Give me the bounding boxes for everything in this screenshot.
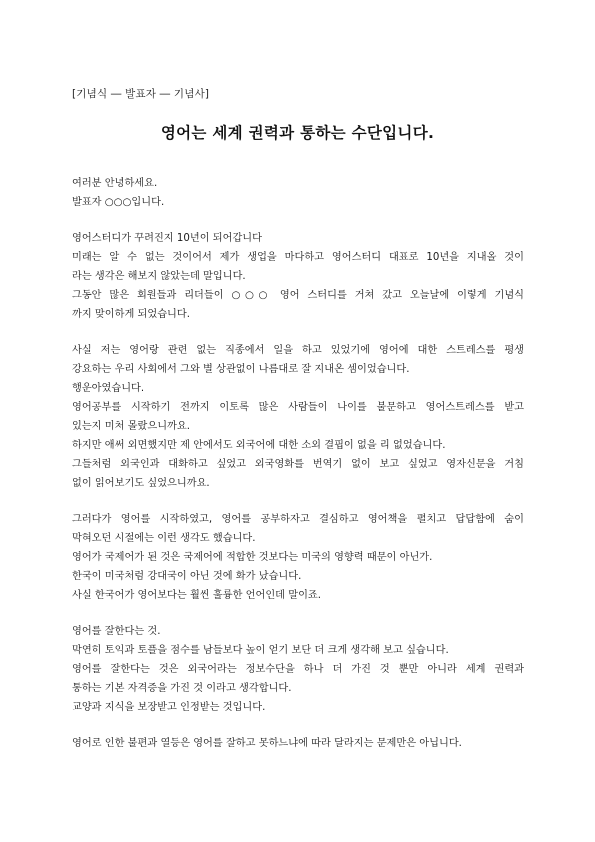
paragraph-line: 있는지 미처 몰랐으니까요. xyxy=(72,421,190,432)
paragraph-line: 발표자 ○○○입니다. xyxy=(72,197,165,208)
paragraph-line: 여러분 안녕하세요. xyxy=(72,178,158,189)
paragraph xyxy=(72,341,524,493)
paragraph-line: 없이 읽어보기도 싶었으니까요. xyxy=(72,478,210,489)
paragraph xyxy=(72,734,524,753)
paragraph-line: 사실 한국어가 영어보다는 훨씬 훌륭한 언어인데 말이죠. xyxy=(72,590,322,601)
paragraph-gap xyxy=(72,324,524,341)
paragraph-line: 하지만 애써 외면했지만 제 안에서도 외국어에 대한 소외 결핍이 없을 리 없었습니다. xyxy=(72,440,446,451)
paragraph xyxy=(72,174,524,212)
paragraph xyxy=(72,622,524,717)
paragraph-line: 통하는 기본 자격증을 가진 것 이라고 생각합니다. xyxy=(72,683,292,694)
paragraph-line: 영어를 잘한다는 것. xyxy=(72,626,161,637)
paragraph-line: 사실 저는 영어랑 관련 없는 직종에서 일을 하고 있었기에 영어에 대한 스트레스를 평생 xyxy=(72,345,524,356)
paragraph-line: 영어공부를 시작하기 전까지 이토록 많은 사람들이 나이를 불문하고 영어스트레스를 받고 xyxy=(72,402,524,413)
paragraph-line: 한국이 미국처럼 강대국이 아닌 것에 화가 났습니다. xyxy=(72,571,302,582)
paragraph-line: 영어로 인한 불편과 열등은 영어를 잘하고 못하느냐에 따라 달라지는 문제만은 아닙니다. xyxy=(72,738,462,749)
paragraph-line: 영어스터디가 꾸려진지 10년이 되어갑니다 xyxy=(72,233,262,244)
paragraph xyxy=(72,510,524,605)
paragraph-line: 영어가 국제어가 된 것은 국제어에 적합한 것보다는 미국의 영향력 때문이 아닌가. xyxy=(72,552,433,563)
paragraph-line: 행운아였습니다. xyxy=(72,383,145,394)
paragraph-line: 미래는 알 수 없는 것이어서 제가 생업을 마다하고 영어스터디 대표로 10년을 지내올 것이 xyxy=(72,252,524,263)
paragraph xyxy=(72,229,524,324)
document-header-tag: [기념식 ― 발표자 ― 기념사] xyxy=(72,88,210,100)
paragraph-line: 교양과 지식을 보장받고 인정받는 것입니다. xyxy=(72,702,266,713)
document-body xyxy=(72,174,524,753)
paragraph-line: 그들처럼 외국인과 대화하고 싶었고 외국영화를 번역기 없이 보고 싶었고 영자신문을 거침 xyxy=(72,459,524,470)
paragraph-line: 막연히 토익과 토플을 점수를 남들보다 높이 얻기 보단 더 크게 생각해 보고 싶습니다. xyxy=(72,645,449,656)
paragraph-gap xyxy=(72,717,524,734)
paragraph-gap xyxy=(72,493,524,510)
paragraph-line: 라는 생각은 해보지 않았는데 말입니다. xyxy=(72,271,246,282)
paragraph-line: 그러다가 영어를 시작하였고, 영어를 공부하자고 결심하고 영어책을 펼치고 답답함에 숨이 xyxy=(72,514,524,525)
paragraph-line: 막혀오던 시절에는 이런 생각도 했습니다. xyxy=(72,533,256,544)
paragraph-line: 그동안 많은 회원들과 리더들이 ○○○ 영어 스터디를 거쳐 갔고 오늘날에 이렇게 기념식 xyxy=(72,290,524,301)
paragraph-line: 영어를 잘한다는 것은 외국어라는 정보수단을 하나 더 가진 것 뿐만 아니라 세계 권력과 xyxy=(72,664,524,675)
paragraph-gap xyxy=(72,605,524,622)
paragraph-gap xyxy=(72,212,524,229)
page-title: 영어는 세계 권력과 통하는 수단입니다. xyxy=(160,124,435,142)
paragraph-line: 까지 맞이하게 되었습니다. xyxy=(72,309,190,320)
paragraph-line: 강요하는 우리 사회에서 그와 별 상관없이 나름대로 잘 지내온 셈이었습니다. xyxy=(72,364,410,375)
